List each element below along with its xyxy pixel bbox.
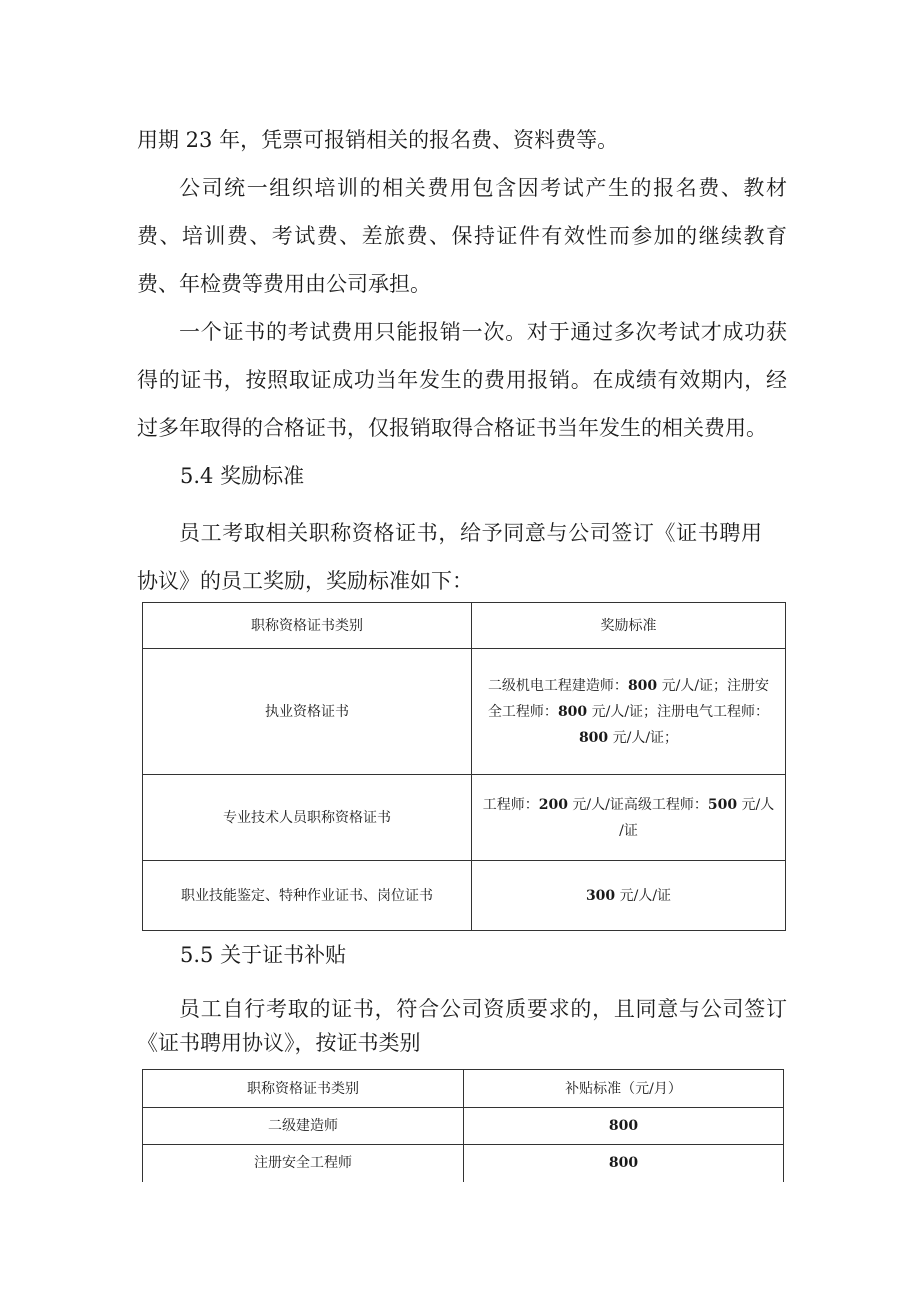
header-cell-reward: 奖励标准: [472, 603, 786, 649]
reward-cell: [472, 861, 786, 931]
paragraph-expense-continuation: 用期 23 年，凭票可报销相关的报名费、资料费等。: [137, 128, 619, 152]
header-cell-subsidy: 补贴标准（元/月）: [464, 1070, 784, 1108]
table-row: [143, 1108, 784, 1145]
reward-line: 工程师：200 元/人/证高级工程师：500 元/人: [482, 796, 775, 813]
paragraph-training-costs: 公司统一组织培训的相关费用包含因考试产生的报名费、教材费、培训费、考试费、差旅费、保持证件有效性而参加的继续教育费、年检费等费用由公司承担。: [137, 176, 787, 296]
header-cell-category: 职称资格证书类别: [143, 1070, 464, 1108]
table-header-row: [143, 603, 786, 649]
category-cell: 职业技能鉴定、特种作业证书、岗位证书: [143, 861, 472, 931]
reward-cell: [472, 649, 786, 775]
table-header-row: [143, 1070, 784, 1108]
subsidy-table: [142, 1069, 784, 1182]
category-cell: 注册安全工程师: [143, 1145, 464, 1182]
reward-line: 800 元/人/证；: [578, 729, 679, 746]
amount-cell: 800: [464, 1108, 784, 1145]
reward-table: [142, 602, 786, 931]
heading-reward-standard: 5.4 奖励标准: [180, 464, 305, 488]
reward-line: 300 元/人/证: [585, 887, 672, 904]
reward-line: /证: [619, 822, 638, 839]
category-cell: 专业技术人员职称资格证书: [143, 775, 472, 861]
heading-certificate-subsidy: 5.5 关于证书补贴: [180, 943, 347, 967]
category-cell: 执业资格证书: [143, 649, 472, 775]
amount-cell: 800: [464, 1145, 784, 1182]
table-row: [143, 775, 786, 861]
table-row: [143, 861, 786, 931]
table-row: [143, 1145, 784, 1182]
paragraph-reward-intro: 员工考取相关职称资格证书，给予同意与公司签订《证书聘用协议》的员工奖励，奖励标准如下：: [137, 521, 762, 593]
reward-line: 全工程师：800 元/人/证；注册电气工程师：: [487, 703, 770, 720]
paragraph-exam-reimbursement: 一个证书的考试费用只能报销一次。对于通过多次考试才成功获得的证书，按照取证成功当年发生的费用报销。在成绩有效期内，经过多年取得的合格证书，仅报销取得合格证书当年发生的相关费用。: [137, 320, 787, 440]
reward-cell: [472, 775, 786, 861]
reward-line: 二级机电工程建造师：800 元/人/证；注册安: [487, 677, 770, 694]
category-cell: 二级建造师: [143, 1108, 464, 1145]
paragraph-subsidy-intro: 员工自行考取的证书，符合公司资质要求的，且同意与公司签订《证书聘用协议》，按证书类别: [137, 997, 787, 1055]
table-row: [143, 649, 786, 775]
header-cell-category: 职称资格证书类别: [143, 603, 472, 649]
